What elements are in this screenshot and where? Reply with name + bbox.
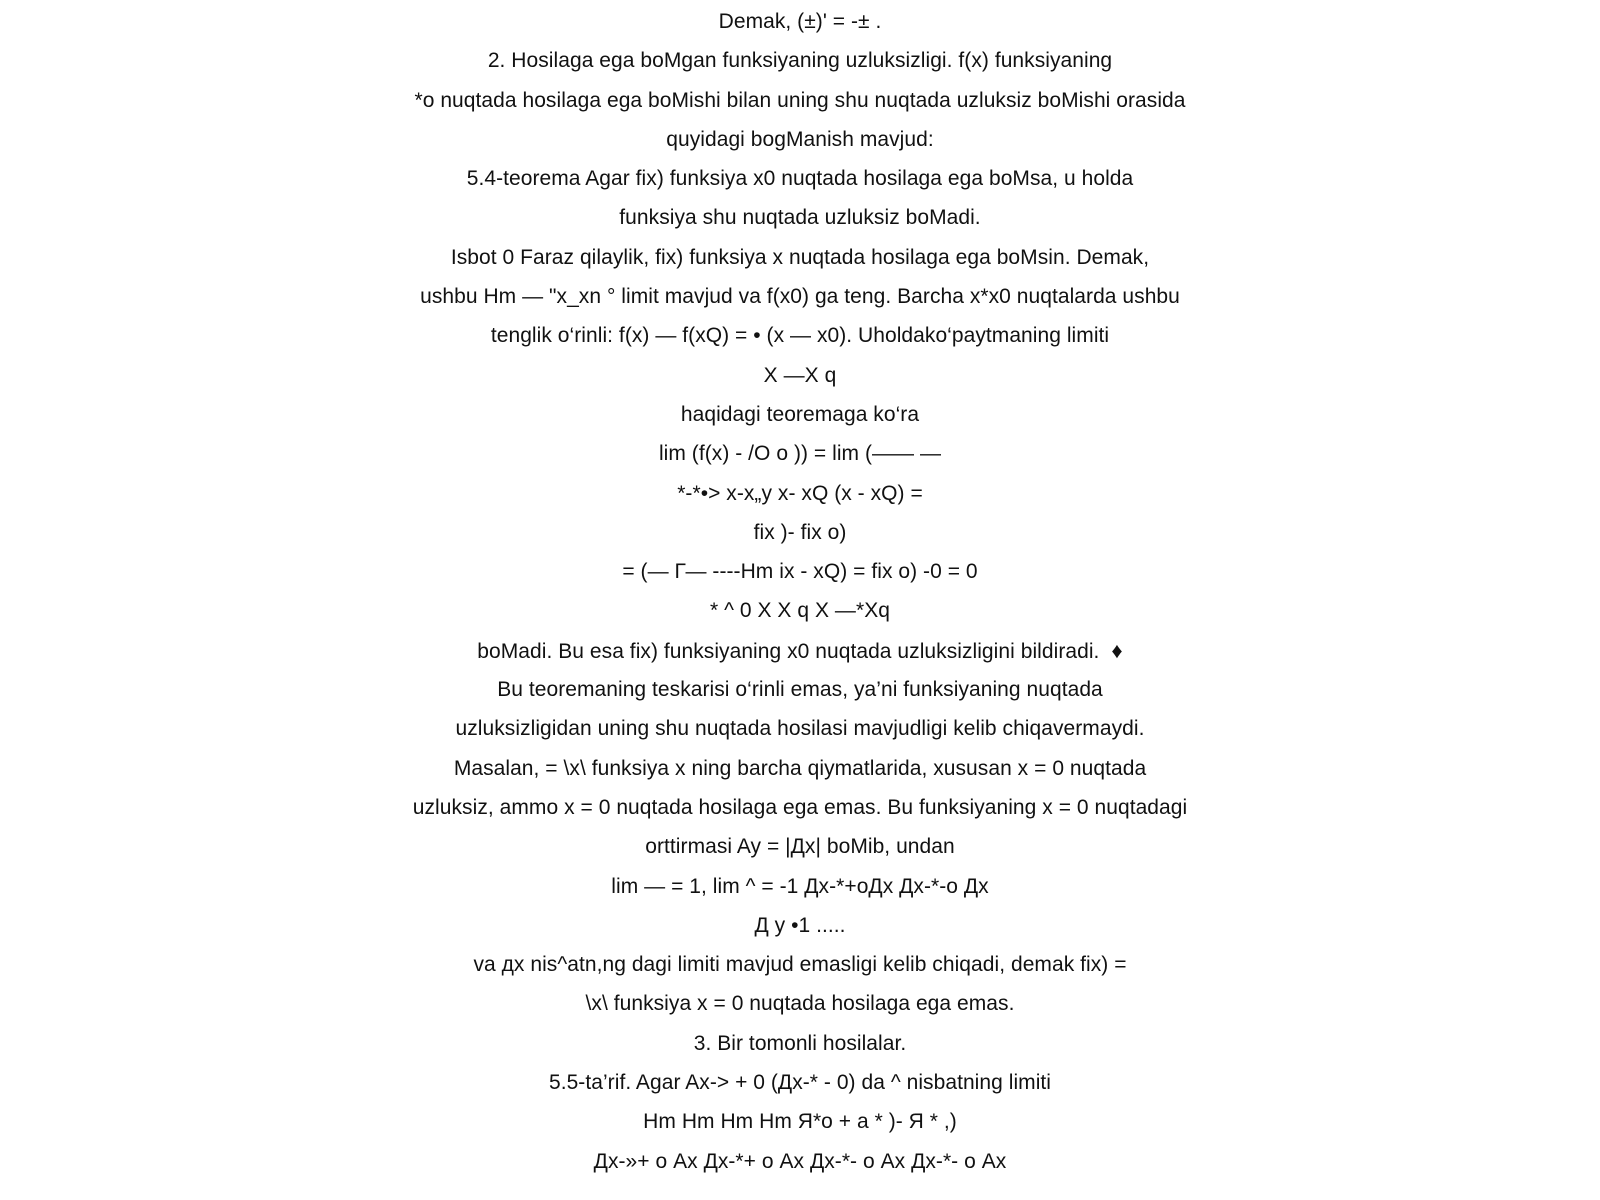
text-line-2: 2. Hosilaga ega boMgan funksiyaning uzluksizligi. f(x) funksiyaning [487, 49, 1113, 73]
formula-line-8: Д у •1 ..... [754, 913, 846, 937]
theorem-5-4-line-2: funksiya shu nuqtada uzluksiz boMadi. [619, 206, 981, 230]
example-line-5: \x\ funksiya x = 0 nuqtada hosilaga ega emas. [585, 992, 1015, 1016]
example-line-1: Masalan, = \x\ funksiya x ning barcha qiymatlarida, xususan x = 0 nuqtada [453, 756, 1147, 780]
formula-line-6: * ^ 0 X X q X —*Xq [709, 599, 890, 623]
definition-5-5-line-1: 5.5-ta’rif. Agar Ax-> + 0 (Дх-* - 0) da ^ nisbatning limiti [548, 1071, 1052, 1095]
formula-line-3: *-*•> x-x„y x- xQ (x - xQ) = [677, 481, 923, 505]
formula-line-10: Дх-»+ о Ax Дх-*+ о Ax Дх-*- о Ax Дх-*- о Ax [593, 1149, 1007, 1173]
text-line-3: *o nuqtada hosilaga ega boMishi bilan uning shu nuqtada uzluksiz boMishi orasida [414, 88, 1186, 112]
text-line-1: Demak, (±)' = -± . [718, 10, 882, 33]
proof-line-3: tenglik o‘rinli: f(x) — f(xQ) = • (x — x0). Uholdako‘paytmaning limiti [490, 324, 1110, 348]
proof-line-2: ushbu Hm — "x_xn ° limit mavjud va f(x0) ga teng. Barcha x*x0 nuqtalarda ushbu [420, 285, 1180, 309]
theorem-5-4-line-1: 5.4-teorema Agar fix) funksiya x0 nuqtada hosilaga ega boMsa, u holda [466, 167, 1134, 191]
formula-line-9: Hm Hm Hm Hm Я*о + a * )- Я * ,) [643, 1110, 957, 1134]
qed-diamond-icon: ♦ [1111, 637, 1123, 663]
proof-line-1: Isbot 0 Faraz qilaylik, fix) funksiya x nuqtada hosilaga ega boMsin. Demak, [450, 245, 1150, 269]
formula-line-7: lim — = 1, lim ^ = -1 Дх-*+оДх Дх-*-о Дх [611, 874, 989, 898]
proof-line-4: haqidagi teoremaga ko‘ra [680, 402, 920, 426]
formula-line-5: = (— Г— ----Hm ix - xQ) = fix o) -0 = 0 [622, 560, 978, 584]
remark-line-2: uzluksizligidan uning shu nuqtada hosilasi mavjudligi kelib chiqavermaydi. [455, 717, 1145, 741]
section-heading-3: 3. Bir tomonli hosilalar. [693, 1031, 907, 1055]
remark-line-1: Bu teoremaning teskarisi o‘rinli emas, ya’ni funksiyaning nuqtada [497, 678, 1103, 702]
proof-conclusion-text: boMadi. Bu esa fix) funksiyaning x0 nuqtada uzluksizligini bildiradi. [477, 639, 1100, 663]
formula-line-4: fix )- fix o) [753, 520, 847, 544]
text-line-4: quyidagi bogManish mavjud: [666, 127, 934, 151]
proof-conclusion-line [0, 631, 1600, 670]
example-line-4: va дх nis^atn,ng dagi limiti mavjud emasligi kelib chiqadi, demak fix) = [473, 953, 1127, 977]
formula-line-1: X —X q [763, 363, 837, 387]
example-line-2: uzluksiz, ammo x = 0 nuqtada hosilaga ega emas. Bu funksiyaning x = 0 nuqtadagi [412, 795, 1188, 819]
example-line-3: orttirmasi Ay = |Дх| boMib, undan [645, 835, 955, 859]
formula-line-2: lim (f(x) - /O o )) = lim (—— — [658, 442, 942, 466]
